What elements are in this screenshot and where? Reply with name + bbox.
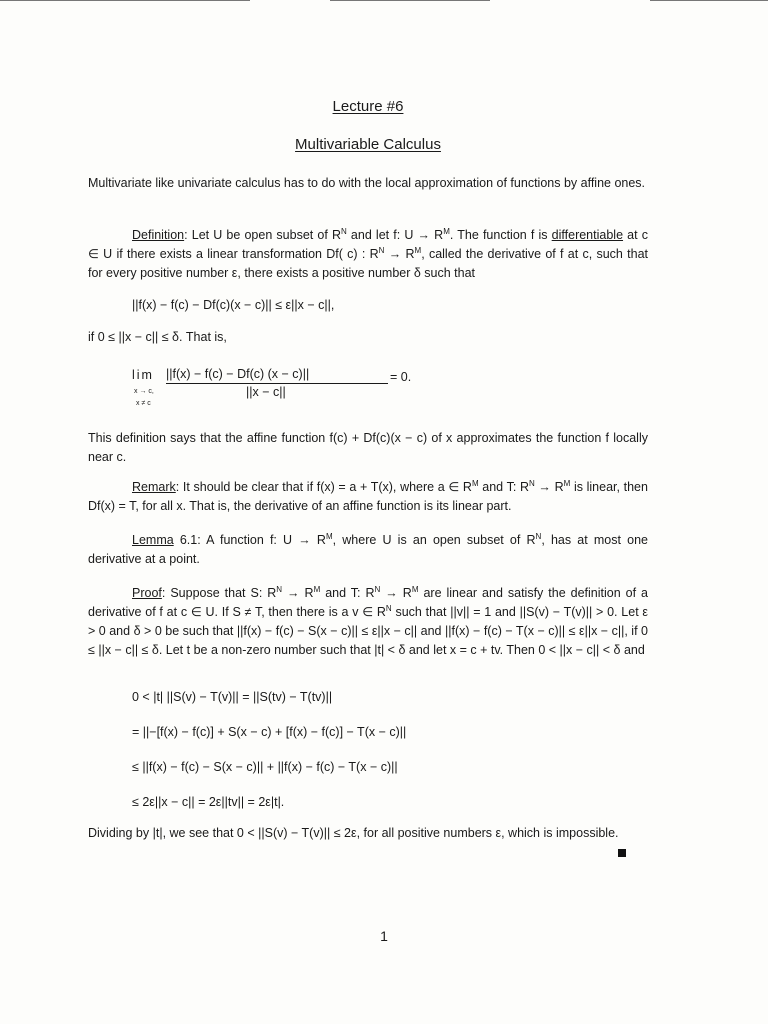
page-title: Lecture #6 bbox=[332, 98, 404, 115]
differentiable-term: differentiable bbox=[551, 228, 624, 242]
proof-chain-line: ≤ 2ε||x − c|| = 2ε||tv|| = 2ε|t|. bbox=[132, 795, 285, 809]
qed-square-icon bbox=[618, 849, 626, 857]
remark-paragraph: Remark: It should be clear that if f(x) = a + T(x), where a ∈ $R^M$ and T: $R^N \to R^M$ is linear, then Df(x) = T, for all x. That is, the derivative of an affine function is its linear part. bbox=[88, 479, 648, 513]
limit-equation bbox=[132, 364, 452, 414]
derivative-inequality: ||f(x) − f(c) − Df(c)(x − c)|| ≤ ε||x − c||, bbox=[132, 298, 335, 312]
proof-paragraph: Proof: Suppose that S: $R^N \to R^M$ and T: $R^N \to R^M$ are linear and satisfy the definition of a derivative of f at c ∈ U. If S ≠ T, then there is a v ∈ $R^N$ such that ||v|| = 1 and ||S(v) − T(v)|| > 0. Let ε > 0 and δ > 0 be such that ||f(x) − f(c) − S(x − c)|| ≤ ε||x − c|| and ||f(x) − f(c) − T(x − c)|| ≤ ε||x − c||, if 0 ≤ ||x − c|| ≤ δ. Let t be a non-zero number such that |t| < δ and let x = c + tv. Then 0 < ||x − c|| < δ and bbox=[88, 585, 648, 657]
definition-paragraph: Definition: Let U be open subset of $R^N$ and let f: $U \to R^M$. The function f is differentiable at c ∈ U if there exists a linear transformation Df( c) : $R^N \to R^M$, called the derivative of f at c, such that for every positive number ε, there exists a positive number δ such that bbox=[88, 227, 649, 280]
lemma-label: Lemma bbox=[132, 533, 174, 547]
lemma-paragraph: Lemma 6.1: A function f: $U \to R^M$, where U is an open subset of $R^N$, has at most one derivative at a point. bbox=[88, 532, 648, 566]
proof-chain-line: = ||−[f(x) − f(c)] + S(x − c) + [f(x) − f(c)] − T(x − c)|| bbox=[132, 725, 407, 739]
fraction-bar bbox=[166, 383, 388, 384]
proof-chain-line: ≤ ||f(x) − f(c) − S(x − c)|| + ||f(x) − f(c) − T(x − c)|| bbox=[132, 760, 398, 774]
proof-chain-line: 0 < |t| ||S(v) − T(v)|| = ||S(tv) − T(tv)|| bbox=[132, 690, 333, 704]
lim-subscript: x ≠ c bbox=[136, 400, 151, 407]
fraction-numerator: ||f(x) − f(c) − Df(c) (x − c)|| bbox=[166, 367, 310, 381]
limit-rhs: = 0. bbox=[390, 370, 412, 384]
lim-subscript: x → c, bbox=[134, 388, 154, 395]
conclusion-paragraph: Dividing by |t|, we see that 0 < ||S(v) − T(v)|| ≤ 2ε, for all positive numbers ε, which is impossible. bbox=[88, 826, 619, 840]
fraction-denominator: ||x − c|| bbox=[246, 385, 286, 399]
definition-label: Definition bbox=[132, 228, 185, 242]
intro-paragraph: Multivariate like univariate calculus has to do with the local approximation of functions by affine ones. bbox=[88, 176, 646, 190]
affine-paragraph: This definition says that the affine function f(c) + Df(c)(x − c) of x approximates the function f locally near c. bbox=[88, 431, 648, 464]
page-number: 1 bbox=[380, 928, 388, 944]
scan-edge-line bbox=[650, 0, 768, 1]
remark-label: Remark bbox=[132, 480, 176, 494]
delta-condition: if 0 ≤ ||x − c|| ≤ δ. That is, bbox=[88, 330, 227, 344]
scan-edge-line bbox=[0, 0, 250, 1]
lim-operator: lim bbox=[132, 368, 154, 382]
page-subtitle: Multivariable Calculus bbox=[295, 136, 441, 153]
proof-label: Proof bbox=[132, 586, 162, 600]
scan-edge-line bbox=[330, 0, 490, 1]
